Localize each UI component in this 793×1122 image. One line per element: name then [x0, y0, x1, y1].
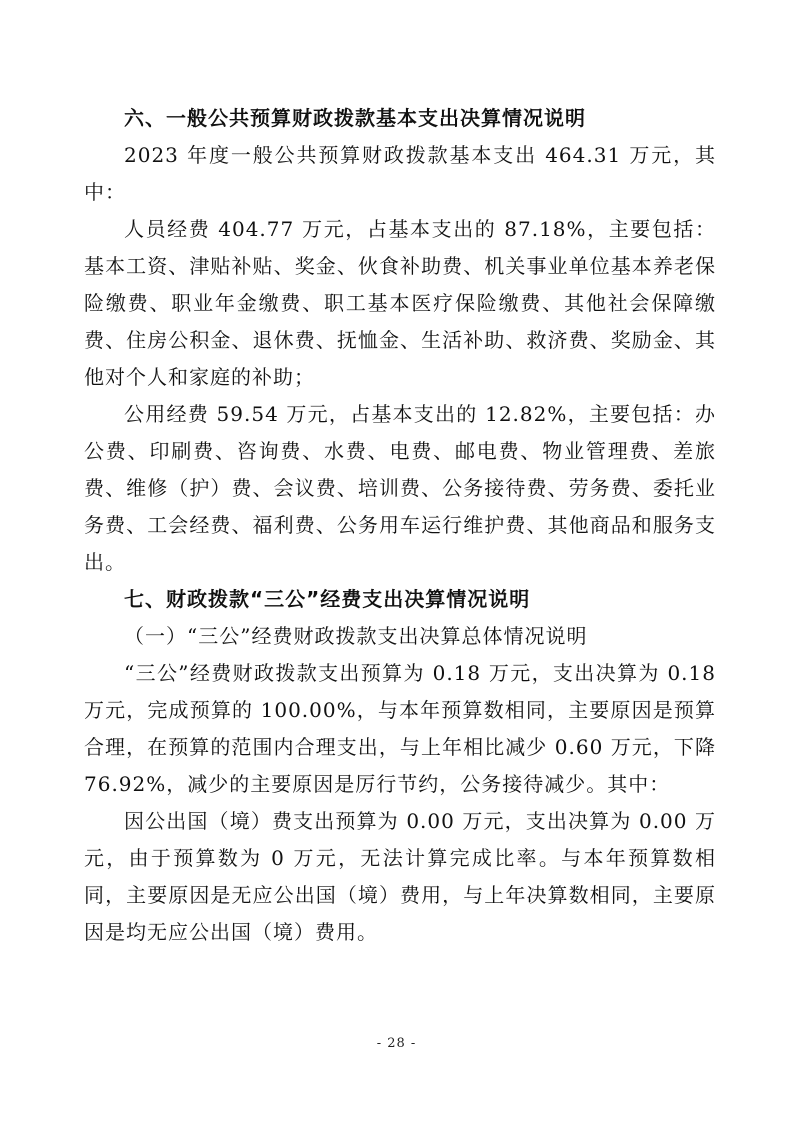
section-7-subheading: （一）“三公”经费财政拨款支出决算总体情况说明	[124, 624, 588, 648]
section-6-heading: 六、一般公共预算财政拨款基本支出决算情况说明	[124, 106, 586, 130]
page-number: - 28 -	[376, 1036, 417, 1051]
document-body	[84, 100, 716, 951]
section-6-paragraph-total: 2023 年度一般公共预算财政拨款基本支出 464.31 万元，其中：	[84, 143, 716, 204]
section-6-paragraph-personnel: 人员经费 404.77 万元，占基本支出的 87.18%，主要包括：基本工资、津贴补贴、奖金、伙食补助费、机关事业单位基本养老保险缴费、职业年金缴费、职工基本医疗保险缴费、其他社会保障缴费、住房公积金、退休费、抚恤金、生活补助、救济费、奖励金、其他对个人和家庭的补助；	[84, 217, 716, 389]
section-6-paragraph-public: 公用经费 59.54 万元，占基本支出的 12.82%，主要包括：办公费、印刷费、咨询费、水费、电费、邮电费、物业管理费、差旅费、维修（护）费、会议费、培训费、公务接待费、劳务费、委托业务费、工会经费、福利费、公务用车运行维护费、其他商品和服务支出。	[84, 402, 716, 574]
section-7-paragraph-abroad: 因公出国（境）费支出预算为 0.00 万元，支出决算为 0.00 万元，由于预算数为 0 万元，无法计算完成比率。与本年预算数相同，主要原因是无应公出国（境）费用，与上年决算数相同，主要原因是均无应公出国（境）费用。	[84, 809, 716, 944]
section-7-paragraph-overall: “三公”经费财政拨款支出预算为 0.18 万元，支出决算为 0.18 万元，完成预算的 100.00%，与本年预算数相同，主要原因是预算合理，在预算的范围内合理支出，与上年相比减少 0.60 万元，下降 76.92%，减少的主要原因是厉行节约，公务接待减少。其中：	[84, 661, 716, 796]
section-7-heading: 七、财政拨款“三公”经费支出决算情况说明	[124, 587, 531, 611]
